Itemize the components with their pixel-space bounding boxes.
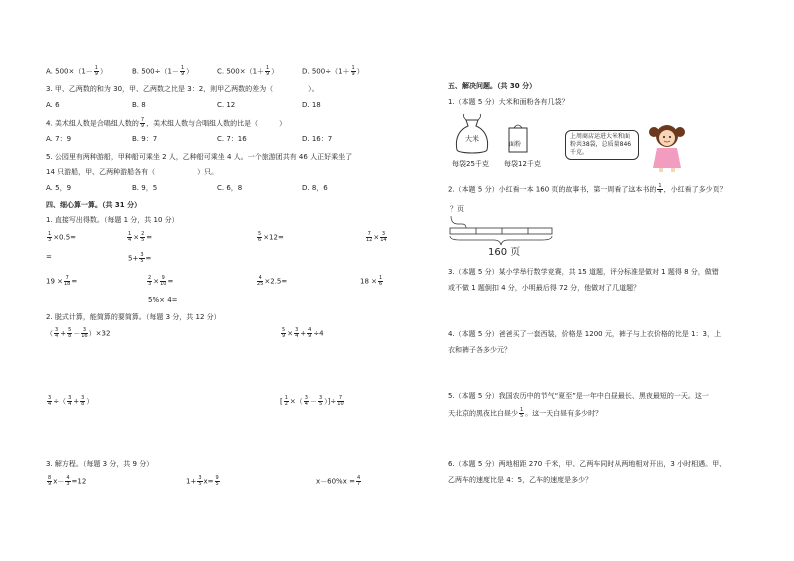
- q3-option-d: D. 18: [302, 101, 321, 109]
- calc-expression-3: $\frac{3}{4}$ ÷（ $\frac{3}{4}$ + $\frac{3}{8}$ ）: [48, 395, 94, 407]
- problem-6-line2: 乙两车的速度比是 4：5，乙车的速度是多少？: [448, 476, 593, 484]
- q2-option-a: A. 500×（1－ $\frac{1}{9}$ ）: [46, 65, 107, 77]
- calc-expression-2: $\frac{5}{9}$ × $\frac{3}{4}$ + $\frac{4}{9}$ ÷4: [282, 327, 324, 339]
- q5-option-a: A. 5，9: [46, 184, 72, 192]
- problem-3-line1: 3.（本题 5 分）某小学举行数学竞赛，共 15 道题，评分标准是做对 1 题得 8 分，做错: [448, 268, 719, 276]
- section-5-title: 五、解决问题。（共 30 分）: [448, 82, 537, 90]
- oral-calc-4-eq: =: [46, 253, 52, 261]
- flour-caption: 每袋12千克: [504, 160, 541, 168]
- oral-calc-4: $\frac{7}{12}$ × $\frac{3}{14}$: [366, 231, 387, 243]
- segment-diagram: [448, 212, 558, 248]
- q4-option-c: C. 7：16: [217, 135, 247, 143]
- q3-option-c: C. 12: [217, 101, 236, 109]
- oral-calc-7: $\frac{2}{3}$ × $\frac{9}{10}$ =: [148, 275, 174, 287]
- problem-6-line1: 6.（本题 5 分）两地相距 270 千米，甲、乙两车同时从两地相对开出，3 小时相遇。甲、: [448, 460, 727, 468]
- question-3: 3. 甲、乙两数的和为 30，甲、乙两数之比是 3：2，则甲乙两数的差为（ ）。: [46, 85, 319, 93]
- section-4-part-2: 2. 脱式计算，能简算的要简算。（每题 3 分，共 12 分）: [46, 313, 221, 321]
- flour-bag-icon: [507, 122, 529, 154]
- problem-4-line1: 4.（本题 5 分）爸爸买了一套西装，价格是 1200 元，裤子与上衣价格的比是 1：3，上: [448, 330, 721, 338]
- q5-option-b: B. 9，5: [132, 184, 158, 192]
- equation-2: 1+ $\frac{3}{5}$ x= $\frac{9}{5}$: [186, 475, 219, 487]
- diagram-question-label: ？页: [450, 205, 464, 213]
- oral-calc-10: 5%× 4=: [148, 296, 178, 304]
- question-5-line2: 14 只游船，甲、乙两种游船各有（ ）只。: [46, 168, 219, 176]
- oral-calc-8: $\frac{4}{25}$ ×2.5=: [257, 275, 288, 287]
- q5-option-d: D. 8，6: [302, 184, 328, 192]
- speech-bubble: [565, 130, 639, 160]
- girl-illustration: [645, 122, 689, 172]
- problem-3-line2: 或不做 1 题倒扣 4 分，小明最后得 72 分，他做对了几道题？: [448, 284, 641, 292]
- flour-label: 面粉: [509, 141, 522, 148]
- section-4-part-3: 3. 解方程。（每题 3 分，共 9 分）: [46, 460, 154, 468]
- problem-5-line2: 天北京的黑夜比白昼少 $\frac{1}{5}$ 。这一天白昼有多少时？: [448, 407, 603, 419]
- oral-calc-1: $\frac{1}{3}$ ×0.5=: [48, 231, 77, 243]
- oral-calc-9: 18 × $\frac{1}{6}$: [360, 275, 383, 287]
- problem-4-line2: 衣和裤子各多少元？: [448, 346, 511, 354]
- q4-option-a: A. 7：9: [46, 135, 72, 143]
- problem-1: 1.（本题 5 分）大米和面粉各有几袋？: [448, 98, 569, 106]
- calc-expression-1: （ $\frac{3}{4}$ + $\frac{5}{8}$ － $\frac{3}{16}$ ）×32: [46, 327, 111, 339]
- q3-option-b: B. 8: [132, 101, 146, 109]
- q5-option-c: C. 6，8: [217, 184, 243, 192]
- oral-calc-5: 5+ $\frac{3}{5}$ =: [128, 252, 152, 264]
- question-4: 4. 美术组人数是合唱组人数的 $\frac{7}{9}$ ，美术组人数与合唱组人数的比是（ ）: [46, 117, 287, 129]
- section-4-part-1: 1. 直接写出得数。（每题 1 分，共 10 分）: [46, 216, 179, 224]
- oral-calc-6: 19 × $\frac{7}{18}$ =: [46, 275, 78, 287]
- rice-caption: 每袋25千克: [452, 160, 489, 168]
- speech-bubble-text: 上周商店运进大米和面粉共38袋，总质量846千克。: [570, 133, 632, 156]
- problem-2: 2.（本题 5 分）小红看一本 160 页的故事书，第一周看了这本书的 $\frac{1}{4}$ ，小红看了多少页？: [448, 183, 727, 195]
- q3-option-a: A. 6: [46, 101, 60, 109]
- equation-1: $\frac{8}{9}$ x－ $\frac{4}{3}$ =12: [48, 475, 87, 487]
- equation-3: x－60%x = $\frac{4}{7}$: [316, 475, 361, 487]
- calc-expression-4: [ $\frac{1}{2}$ ×（ $\frac{3}{4}$ － $\frac{3}{5}$ ）]÷ $\frac{7}{10}$: [280, 395, 344, 407]
- q2-option-b: B. 500÷（1－ $\frac{1}{9}$ ）: [132, 65, 194, 77]
- oral-calc-2: $\frac{1}{4}$ × $\frac{2}{5}$ =: [128, 231, 153, 243]
- oral-calc-3: $\frac{5}{6}$ ×12=: [258, 231, 284, 243]
- q4-option-b: B. 9：7: [132, 135, 158, 143]
- q2-option-d: D. 500÷（1＋ $\frac{1}{9}$ ）: [302, 65, 364, 77]
- section-4-title: 四、细心算一算。（共 31 分）: [46, 201, 142, 209]
- problem-5-line1: 5.（本题 5 分）我国农历中的节气“夏至”是一年中白昼最长、黑夜最短的一天。这一: [448, 392, 709, 400]
- diagram-total-label: 160 页: [488, 247, 521, 258]
- question-5-line1: 5. 公园里有两种游船，甲种船可乘坐 2 人，乙种船可乘坐 4 人。一个旅游团共有 46 人正好乘坐了: [46, 153, 353, 161]
- q4-option-d: D. 16：7: [302, 135, 333, 143]
- q2-option-c: C. 500×（1＋ $\frac{1}{9}$ ）: [217, 65, 279, 77]
- rice-label: 大米: [465, 135, 479, 143]
